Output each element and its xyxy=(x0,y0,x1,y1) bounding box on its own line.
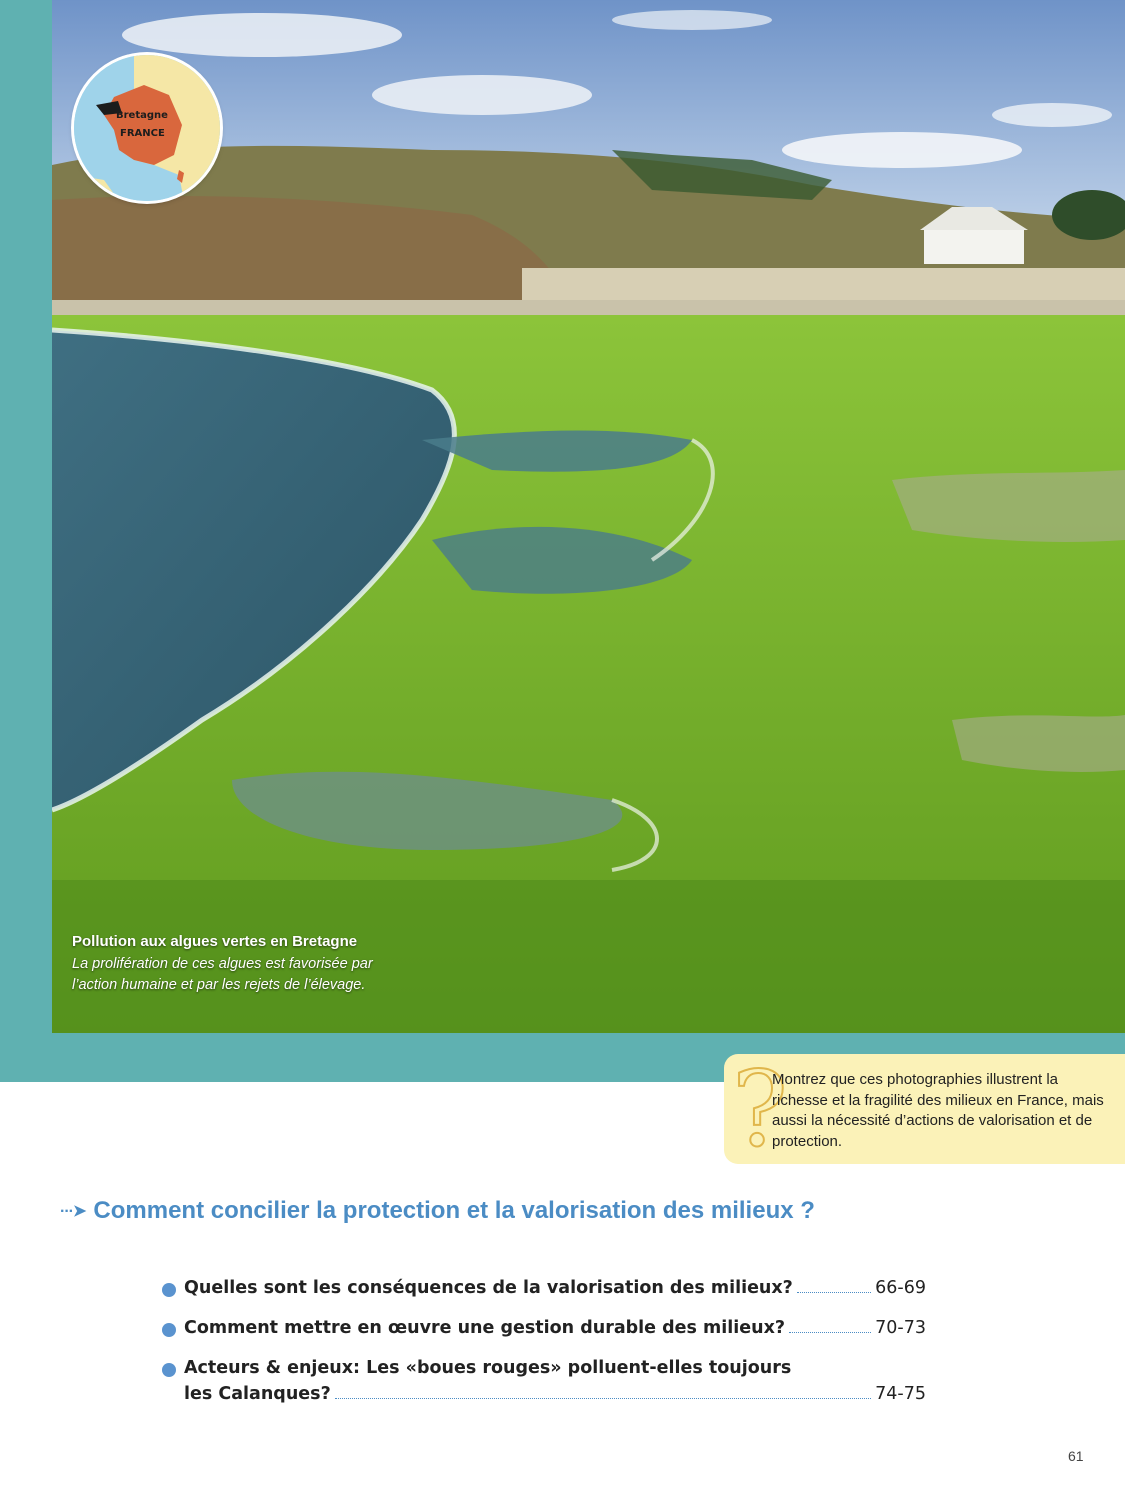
photo-caption xyxy=(72,933,402,996)
question-text: Montrez que ces photographies illustrent la richesse et la fragilité des milieux en France, mais aussi la nécessité d’actions de valorisation et de protection. xyxy=(772,1071,1104,1150)
question-mark-icon: ? xyxy=(732,1048,788,1170)
toc-item[interactable] xyxy=(162,1358,926,1404)
bullet-icon xyxy=(162,1323,176,1337)
toc-item-label-line2: les Calanques? xyxy=(184,1384,331,1404)
toc-item-label: Comment mettre en œuvre une gestion durable des milieux? xyxy=(184,1318,786,1338)
section-heading xyxy=(60,1197,815,1225)
toc-item-label-line1: Acteurs & enjeux: Les «boues rouges» polluent-elles toujours xyxy=(184,1358,792,1378)
map-label-france: FRANCE xyxy=(120,128,165,139)
table-of-contents xyxy=(162,1278,926,1404)
caption-text: La prolifération de ces algues est favorisée par l’action humaine et par les rejets de l’élevage. xyxy=(72,956,373,993)
toc-item-pages: 74-75 xyxy=(875,1384,926,1404)
toc-item-pages: 66-69 xyxy=(875,1278,926,1298)
dotted-leader xyxy=(789,1318,871,1333)
section-heading-text: Comment concilier la protection et la valorisation des milieux ? xyxy=(93,1197,815,1224)
locator-map xyxy=(74,55,220,201)
toc-item-pages: 70-73 xyxy=(875,1318,926,1338)
toc-item-label: Quelles sont les conséquences de la valorisation des milieux? xyxy=(184,1278,793,1298)
dotted-leader xyxy=(797,1278,871,1293)
map-label-bretagne: Bretagne xyxy=(116,110,168,121)
dotted-leader xyxy=(335,1384,871,1399)
caption-title: Pollution aux algues vertes en Bretagne xyxy=(72,933,358,950)
toc-item[interactable] xyxy=(162,1318,926,1358)
toc-item[interactable] xyxy=(162,1278,926,1318)
question-box xyxy=(724,1048,1125,1170)
page-number: 61 xyxy=(1068,1448,1084,1464)
bullet-icon xyxy=(162,1363,176,1377)
dotted-arrow-icon: ···➤ xyxy=(60,1203,86,1220)
bullet-icon xyxy=(162,1283,176,1297)
